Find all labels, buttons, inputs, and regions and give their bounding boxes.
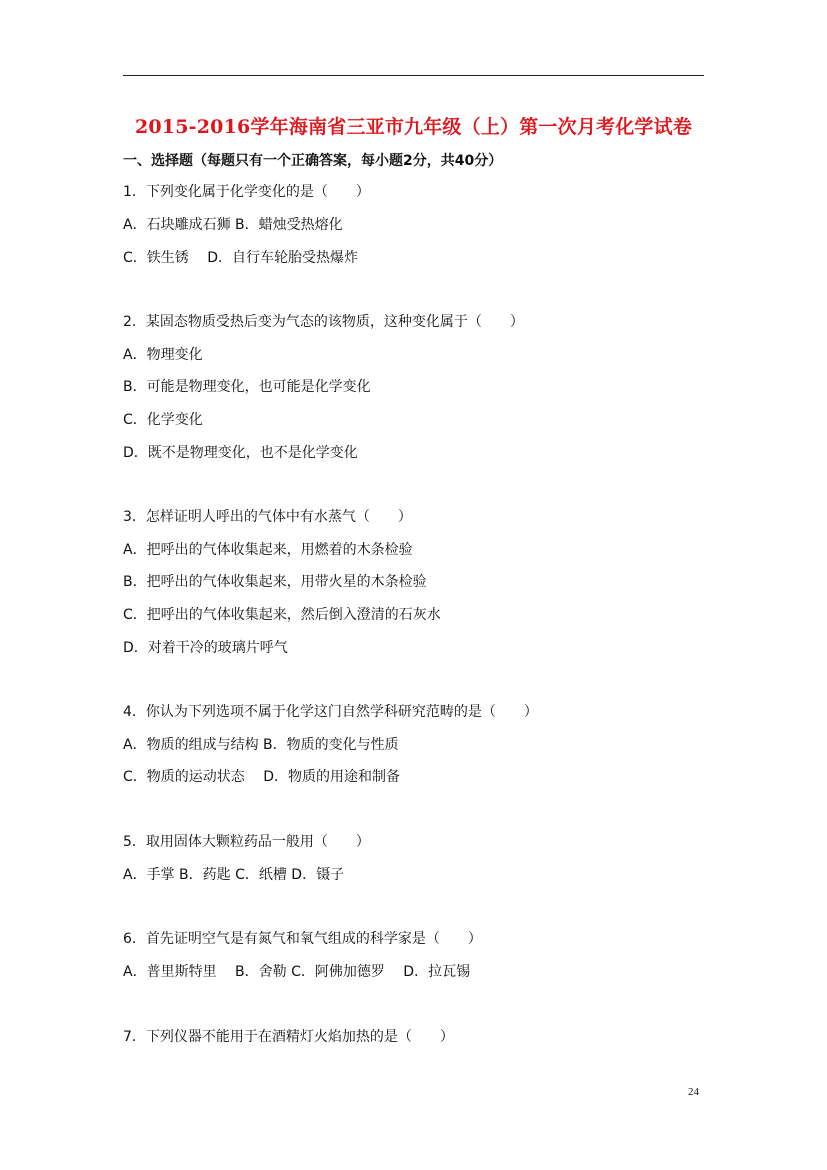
question-2-option-line: C．化学变化 bbox=[123, 412, 203, 428]
question-4-option-line: A．物质的组成与结构 B．物质的变化与性质 bbox=[123, 737, 399, 753]
question-3-option-line: A．把呼出的气体收集起来，用燃着的木条检验 bbox=[123, 542, 413, 558]
question-5-option-line: A．手掌 B．药匙 C．纸槽 D．镊子 bbox=[123, 867, 345, 883]
question-4-option-line: C．物质的运动状态 D．物质的用途和制备 bbox=[123, 769, 401, 785]
question-3-option-line: B．把呼出的气体收集起来，用带火星的木条检验 bbox=[123, 574, 427, 590]
question-1-stem: 1．下列变化属于化学变化的是（ ） bbox=[123, 184, 370, 200]
question-3-option-line: C．把呼出的气体收集起来，然后倒入澄清的石灰水 bbox=[123, 607, 441, 623]
question-5-stem: 5．取用固体大颗粒药品一般用（ ） bbox=[123, 834, 370, 850]
section-heading: 一、选择题（每题只有一个正确答案，每小题2分，共40分） bbox=[123, 153, 503, 169]
question-6-option-line: A．普里斯特里 B．舍勒 C．阿佛加德罗 D．拉瓦锡 bbox=[123, 964, 471, 980]
page-title: 2015-2016学年海南省三亚市九年级（上）第一次月考化学试卷 bbox=[134, 116, 693, 138]
question-3-option-line: D．对着干冷的玻璃片呼气 bbox=[123, 640, 288, 656]
question-2-stem: 2．某固态物质受热后变为气态的该物质，这种变化属于（ ） bbox=[123, 314, 524, 330]
question-2-option-line: A．物理变化 bbox=[123, 347, 203, 363]
question-2-option-line: D．既不是物理变化，也不是化学变化 bbox=[123, 445, 358, 461]
question-1-option-line: A．石块雕成石狮 B．蜡烛受热熔化 bbox=[123, 217, 343, 233]
question-2-option-line: B．可能是物理变化，也可能是化学变化 bbox=[123, 379, 371, 395]
header-rule bbox=[123, 75, 704, 76]
page-number: 24 bbox=[688, 1086, 699, 1098]
question-1-option-line: C．铁生锈 D．自行车轮胎受热爆炸 bbox=[123, 250, 359, 266]
question-7-stem: 7．下列仪器不能用于在酒精灯火焰加热的是（ ） bbox=[123, 1029, 454, 1045]
question-4-stem: 4．你认为下列选项不属于化学这门自然学科研究范畴的是（ ） bbox=[123, 704, 538, 720]
question-3-stem: 3．怎样证明人呼出的气体中有水蒸气（ ） bbox=[123, 509, 412, 525]
question-6-stem: 6．首先证明空气是有氮气和氧气组成的科学家是（ ） bbox=[123, 931, 482, 947]
